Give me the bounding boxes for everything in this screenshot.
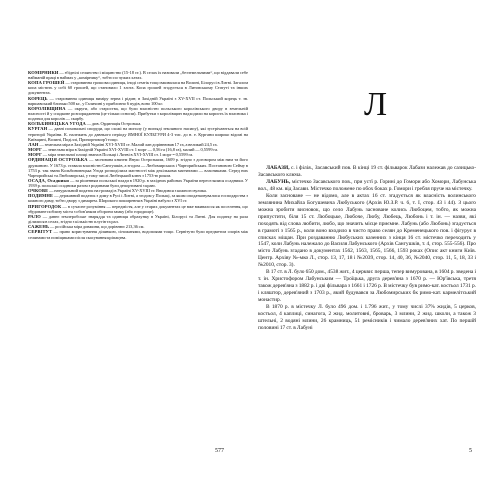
glossary-term: ОЧКОВЕ	[28, 188, 49, 194]
glossary-term: КОРОЛІВЩИНА	[28, 105, 66, 111]
village-paragraph	[258, 269, 476, 304]
left-page-number: 577	[215, 448, 224, 454]
glossary-definition: — давнє землеробське знаряддя та одиниця обрахунку в Україні, Білорусі та Литві. Для податку на рала ділилися в селах, згідно з кількістю плугів та рал.	[28, 213, 248, 224]
village-paragraph-text: містечко Засавського пов., при устї р. Горині до Гомори або Хомори, Лабунська вол., 48 км. від Засави. Містечко положене по обох боках р. Гомори і гребля пруче на містечку.	[258, 178, 476, 192]
glossary-definition: — збіднілі селянство і міщанство (15-18 ст.). В селах їх називали „безземельними“, що віддавали себе найманій праці в наймах у „комірнику“, тобто по чужих хатах.	[28, 70, 248, 81]
glossary-term: КОМІРНИКИ	[28, 70, 59, 75]
glossary-entry	[28, 178, 248, 188]
village-paragraph-text: с. і філія., Засавський пов. В кінці 19 ст. фільварок Лабази належав до сазицько-Засавського ключа.	[258, 165, 476, 178]
village-paragraph	[258, 304, 476, 332]
village-paragraph	[258, 179, 476, 193]
village-name: ЛАБАЗИ,	[266, 165, 290, 171]
glossary-term: МОРГ	[28, 152, 42, 158]
glossary-definition: — право користування ділянкою, сіножатями, водопоями тощо. Сервітути були предметом спорів між селянами та поміщиками після скасування кріпацтва.	[28, 229, 248, 240]
glossary-definition: — в сучасне розуміння — передмістя, але у старих документах це вже вживалося як поселення, що збудоване поблизу міста з обов'язком оборони замку (або городище).	[28, 203, 248, 214]
village-paragraph-text: Коли засноване — не відомо, але в актах 16 ст. згадується як власність волинського землянина Михайла Богушевича Любуського (Архів Ю.З.Р. ч. 6, т. І, стор. 43 і 44). З цього можна зробити висновок, що село Лабунь засноване колись Любоцем, тобто, як можна припустити, біля 15 ст. Любоцьке, Любоче, Любу, Любець, Любонь і т. ін. — назви, які походять від слова любити, любо, що значить місце приємне. Лабунь (або Любонь) згадується в грамоті з 1565 р., коли воно входило в чисто право селян до Кременецького пов. і фігурує в списках міщан. При роздаванню Любуських казенних з кінця 16 ст. містечко переходить у 1547, коли Лабунь належало до Василя Лабунського (Архів Сангушків, т. 4, стор. 555-556). Про місто Лабунь згадано в документах 1562, 1563, 1565, 1566, 1593 роках (Опис акт книги Київ. Центр. Архіву №-мко Л., стор. 13, 17, 18 і №2039, стор. 14, 40, 36, №2040, стор. 11, 5, 18, 33 і №2010, стор. 3).	[258, 192, 476, 269]
village-paragraph	[258, 193, 476, 269]
glossary-definition: — старовинна грошова одиниця, іноді семтік тощо вживалася на Волині, Білорусі в Литві. Загалом копа містить у собі 60 грошей, що становило 1 злота. Копа грошей згадується в Литовському Статуті та інших документах.	[28, 80, 248, 96]
glossary-entry	[28, 157, 248, 177]
glossary-term: РАЛО	[28, 213, 41, 219]
glossary-entry	[28, 214, 248, 224]
glossary-definition: — див. Ординація Острозька.	[86, 121, 142, 127]
glossary-definition: — російська міра довжини, що дорівнює 213,36 см.	[49, 224, 145, 230]
glossary-definition: — старовинна одиниця виміру зерна і рідин; в Західній Україні з XV-XVII ст. Польський корець т. зв. варшавський близько 500 кг., у Галичині у приблизно 6 пудів, воно 100 кг.	[28, 95, 248, 106]
village-paragraph	[258, 165, 476, 179]
glossary-definition: — заснована князем Януш Острозьким, 1609 р. згідно з договором між ним та його дружиною. У 1673 р. ставала власністю Сангушків, а згодом — Любомирських і Чарторийських. Постановою Сейму в 1753 р. так звана Кольбиновецька Угода розподілила маєтності між декількома магнатами — власниками. Серед них Чарторийські та Любомирські, у тому числі Любецький ключ з 1753-ю роком.	[28, 157, 248, 178]
glossary-entry	[28, 80, 248, 95]
village-name: ЛАБУНЬ,	[266, 178, 291, 185]
glossary-term: САЖЕНЬ	[28, 224, 50, 230]
glossary-entry	[28, 96, 248, 106]
glossary-term: ПОДИМНЕ	[28, 193, 54, 199]
village-paragraph-text: В 17 ст. в Л. було 650 дом., 4538 жит., 4 церкви: перша, тепер вимурована, в 1604 р. зведена і т. ін. Христофором Лабунським — Троїцька, друга дерев'яна з 1670 р. — Юр'ївська, третя також дерев'яна з 1882 р. і дві фільвара з 1661 і 1726 р. В містечку був римо-кат. костьол 1731 р. і кляштор, дерев'яний з 1703 р., який будувався за Любомирських бк римо-кат. кармелітський монастир.	[258, 269, 476, 304]
glossary-term: СЕРВІТУТ	[28, 229, 53, 235]
glossary-entry	[28, 204, 248, 214]
glossary-term: КОПА ГРОШЕЙ	[28, 80, 65, 86]
glossary-term: МОРГ	[28, 147, 42, 153]
right-page-text	[258, 165, 476, 450]
left-page-glossary	[28, 70, 248, 430]
glossary-term: КОРЕЦЬ	[28, 95, 48, 101]
glossary-definition: — міра земельної площі знана в Польщі і Литві в XVI-XVIII ст. 1 морг = 0,5599 га.	[42, 152, 194, 158]
glossary-entry	[28, 229, 248, 239]
glossary-definition: — натуральний податок на громаді в Україні XV-XVIII ст. Вводився з кожного вулика.	[49, 188, 207, 194]
glossary-definition: — державний податок з диму в Русі і Литві, а згодом у Польщі, за яким оподатковувалися господарства з кожного диму, тобто двору з димарем. Широкого поширення в Україні набуло з XVI ст.	[28, 193, 248, 204]
glossary-entry	[28, 70, 248, 80]
glossary-term: ОСАДА, Осадники	[28, 177, 69, 183]
glossary-definition: — земельна міра в Західній Україні XVI-XVIII ст. 1 морг — 0,56 га (16,8 га), малий — 0,5599 га.	[42, 147, 219, 153]
glossary-definition: — давні поховальні споруди, що схожі на могилу (у вигляді земляного насипу), які зустрічаються на всій території України. К. належить до давнього періоду ЯМНОЇ КУЛЬТУРИ 4-3 тис. до н. е. Кургани широко відомі на Київщині, Волині, Поділлі, Причорномор'ї тощо.	[28, 126, 248, 142]
glossary-definition: — земельна міра в Західній Україні XVI-XVIII ст. Малий лан дорівнював 17 га, а великий 24,5 га.	[39, 141, 218, 147]
glossary-term: ОРДИНАЦІЯ ОСТРОЗЬКА	[28, 157, 88, 163]
village-paragraph-text: В 1870 р. в містечку Л. було 496 дом. і 1.796 жит., у тому числі 37% жидів, 5 церков, костьол, 4 каплиці, синагога, 2 жид. молитовні, броварь, 3 млини, 2 жид. школи, а також 3 штельні, 2 водяні млини, 26 крамниць, 51 ремісників і чимало дерев'яних хат. По першій половині 17 ст. в Лабуні	[258, 304, 476, 331]
glossary-definition: — за рішенням польської влади в 1920 р. в західних районах України переселялися осадники. У 1939 р. польські осадники разом з родинами були депортовані з краю.	[28, 177, 248, 188]
glossary-term: КУРГАН	[28, 126, 48, 132]
glossary-term: КОЛЬБИНЕЦЬКА УГОДА	[28, 121, 86, 127]
glossary-definition: — округи, або староства, що були власністю польського королівського двору в земельній власності й у спадкове розпорядження (це тільки оснопи). Прибутки з королівщин надходили на користь їх власника і податки для королів — скарбу.	[28, 105, 248, 121]
glossary-term: ПРИГОРОДОК	[28, 203, 62, 209]
glossary-entry	[28, 106, 248, 121]
glossary-term: ЛАН	[28, 141, 39, 147]
glossary-entry	[28, 193, 248, 203]
glossary-entry	[28, 126, 248, 141]
letter-heading: Л	[364, 86, 388, 123]
right-page-number: 5	[469, 448, 472, 454]
